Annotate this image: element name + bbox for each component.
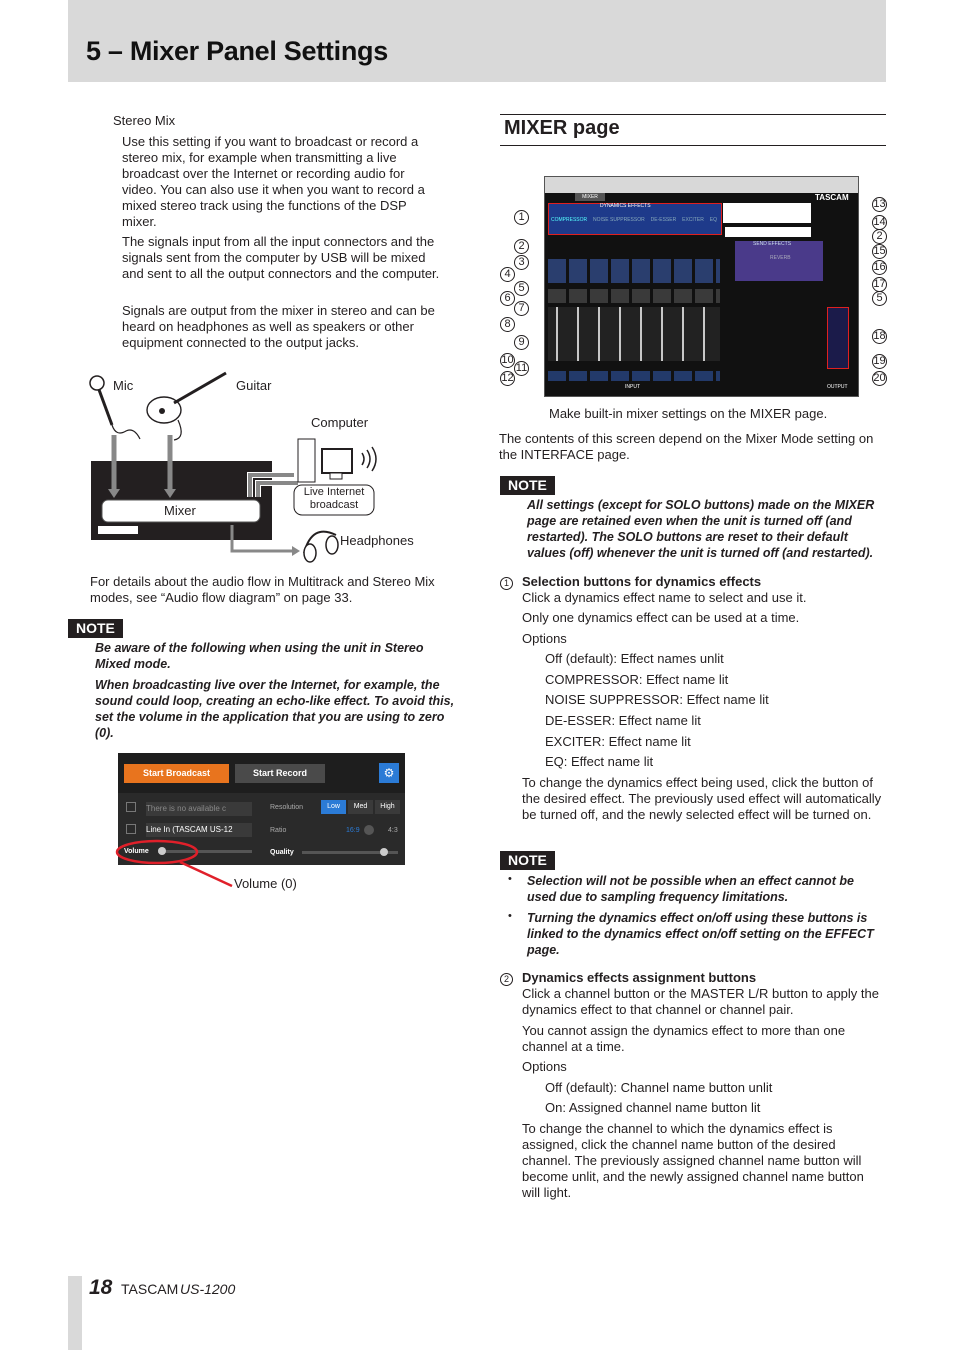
- paragraph: For details about the audio flow in Multitrack and Stereo Mix modes, see “Audio flow diagram” on page 33.: [90, 574, 435, 605]
- output-label: OUTPUT: [827, 384, 848, 390]
- options-label: Options: [522, 1059, 567, 1074]
- page-number: 18: [89, 1276, 113, 1299]
- note-text: All settings (except for SOLO buttons) made on the MIXER page are retained even when the unit is turned off (and restarted). The SOLO buttons are reset to their default values (off) whenever the unit is turned off (and restarted).: [527, 498, 875, 560]
- effect-exciter[interactable]: EXCITER: [682, 217, 704, 223]
- note-text: Be aware of the following when using the unit in Stereo Mixed mode.: [95, 641, 424, 671]
- footer-brand: TASCAM: [121, 1281, 179, 1297]
- bullet: •: [508, 873, 512, 885]
- settings-gear-icon[interactable]: ⚙: [379, 763, 399, 783]
- item-number-1: 1: [500, 574, 513, 590]
- paragraph: To change the channel to which the dynamics effect is assigned, click the channel name button of the desired channel. The previously assigned channel name button will become unlit, and the newly assigned channel name button will light.: [522, 1121, 864, 1200]
- footer-model: US-1200: [180, 1281, 236, 1297]
- item-number-2: 2: [500, 970, 513, 986]
- diagram-label-live: Live Internet broadcast: [303, 486, 365, 511]
- resolution-med[interactable]: Med: [348, 800, 373, 814]
- source-audio[interactable]: Line In (TASCAM US-12: [146, 823, 252, 837]
- stereo-mix-heading: Stereo Mix: [113, 113, 176, 128]
- ratio-right: 4:3: [388, 827, 398, 834]
- source-video[interactable]: There is no available c: [146, 802, 252, 816]
- mixer-screenshot: [544, 176, 859, 397]
- paragraph: Only one dynamics effect can be used at a time.: [522, 610, 800, 625]
- diagram-label-mic: Mic: [113, 378, 134, 393]
- paragraph: Click a channel button or the MASTER L/R button to apply the dynamics effect to that channel or channel pair.: [522, 986, 879, 1017]
- option-item: EQ: Effect name lit: [545, 754, 654, 769]
- paragraph: Signals are output from the mixer in stereo and can be heard on headphones as well as speakers or other equipment connected to the output jacks.: [122, 303, 435, 350]
- start-record-button[interactable]: Start Record: [235, 764, 325, 783]
- bullet: •: [508, 910, 512, 922]
- send-effects-label: SEND EFFECTS: [753, 241, 792, 247]
- input-label: INPUT: [625, 384, 640, 390]
- volume-caption: Volume (0): [234, 876, 297, 891]
- note-text: When broadcasting live over the Internet, for example, the sound could loop, creating an echo-like effect. To avoid this, set the volume in the application that you are using to zero (0).: [95, 678, 455, 740]
- option-item: EXCITER: Effect name lit: [545, 734, 691, 749]
- volume-label: Volume: [124, 848, 149, 855]
- reverb-label: REVERB: [770, 255, 791, 261]
- diagram-label-computer: Computer: [311, 415, 369, 430]
- dynamics-label: DYNAMICS EFFECTS: [600, 203, 651, 209]
- checkbox[interactable]: [126, 802, 136, 812]
- option-item: COMPRESSOR: Effect name lit: [545, 672, 729, 687]
- paragraph: You cannot assign the dynamics effect to more than one channel at a time.: [522, 1023, 846, 1054]
- option-item: NOISE SUPPRESSOR: Effect name lit: [545, 692, 769, 707]
- resolution-label: Resolution: [270, 804, 304, 811]
- effect-de-esser[interactable]: DE-ESSER: [650, 217, 677, 223]
- note-badge: NOTE: [68, 619, 123, 638]
- ratio-value: 16:9: [346, 827, 360, 834]
- item-title: Dynamics effects assignment buttons: [522, 970, 757, 985]
- option-item: DE-ESSER: Effect name lit: [545, 713, 701, 728]
- options-label: Options: [522, 631, 567, 646]
- diagram-label-mixer: Mixer: [164, 503, 196, 518]
- page-title: 5 – Mixer Panel Settings: [86, 36, 388, 66]
- paragraph: Use this setting if you want to broadcast or record a stereo mix, for example when transmitting a live broadcast over the Internet or recording audio for video. You can also use it when you want to record a mixed stereo track using the functions of the DSP mixer.: [122, 134, 425, 229]
- start-broadcast-button[interactable]: Start Broadcast: [124, 764, 229, 783]
- headphones-icon: [304, 532, 338, 562]
- paragraph: Click a dynamics effect name to select and use it.: [522, 590, 807, 605]
- quality-slider-handle[interactable]: [380, 848, 388, 856]
- option-item: On: Assigned channel name button lit: [545, 1100, 761, 1115]
- ratio-label: Ratio: [270, 827, 287, 834]
- effect-compressor[interactable]: COMPRESSOR: [551, 217, 588, 223]
- item-title: Selection buttons for dynamics effects: [522, 574, 762, 589]
- ratio-toggle[interactable]: [364, 825, 374, 835]
- footer-bar: [68, 1276, 82, 1350]
- effect-buttons: [551, 217, 717, 223]
- option-item: Off (default): Channel name button unlit: [545, 1080, 773, 1095]
- tascam-logo: TASCAM: [815, 193, 849, 202]
- note-text: Turning the dynamics effect on/off using these buttons is linked to the dynamics effect on/off setting on the EFFECT page.: [527, 911, 874, 957]
- diagram-label-guitar: Guitar: [236, 378, 272, 393]
- diagram-label-headphones: Headphones: [340, 533, 414, 548]
- effect-noise-suppressor[interactable]: NOISE SUPPRESSOR: [593, 217, 645, 223]
- paragraph: The signals input from all the input connectors and the signals sent from the computer by USB will be mixed and sent to all the output connectors and the computer.: [122, 234, 440, 281]
- figure-caption: Make built-in mixer settings on the MIXER page.: [549, 406, 828, 421]
- computer-icon: [298, 439, 376, 482]
- resolution-low[interactable]: Low: [321, 800, 346, 814]
- checkbox[interactable]: [126, 824, 136, 834]
- mixer-tab[interactable]: MIXER: [575, 193, 605, 201]
- note-text: Selection will not be possible when an effect cannot be used due to sampling frequency limitations.: [527, 874, 854, 904]
- quality-label: Quality: [270, 849, 294, 856]
- guitar-icon: [147, 373, 226, 440]
- effect-eq[interactable]: EQ: [709, 217, 717, 223]
- section-title: MIXER page: [500, 114, 886, 146]
- note-badge: NOTE: [500, 851, 555, 870]
- red-highlight-ellipse: [114, 838, 244, 890]
- option-item: Off (default): Effect names unlit: [545, 651, 724, 666]
- note-badge: NOTE: [500, 476, 555, 495]
- resolution-high[interactable]: High: [375, 800, 400, 814]
- paragraph: To change the dynamics effect being used, click the button of the desired effect. The previously used effect will automatically be turned off, and the newly selected effect will be turned on.: [522, 775, 882, 822]
- paragraph: The contents of this screen depend on the Mixer Mode setting on the INTERFACE page.: [499, 431, 874, 462]
